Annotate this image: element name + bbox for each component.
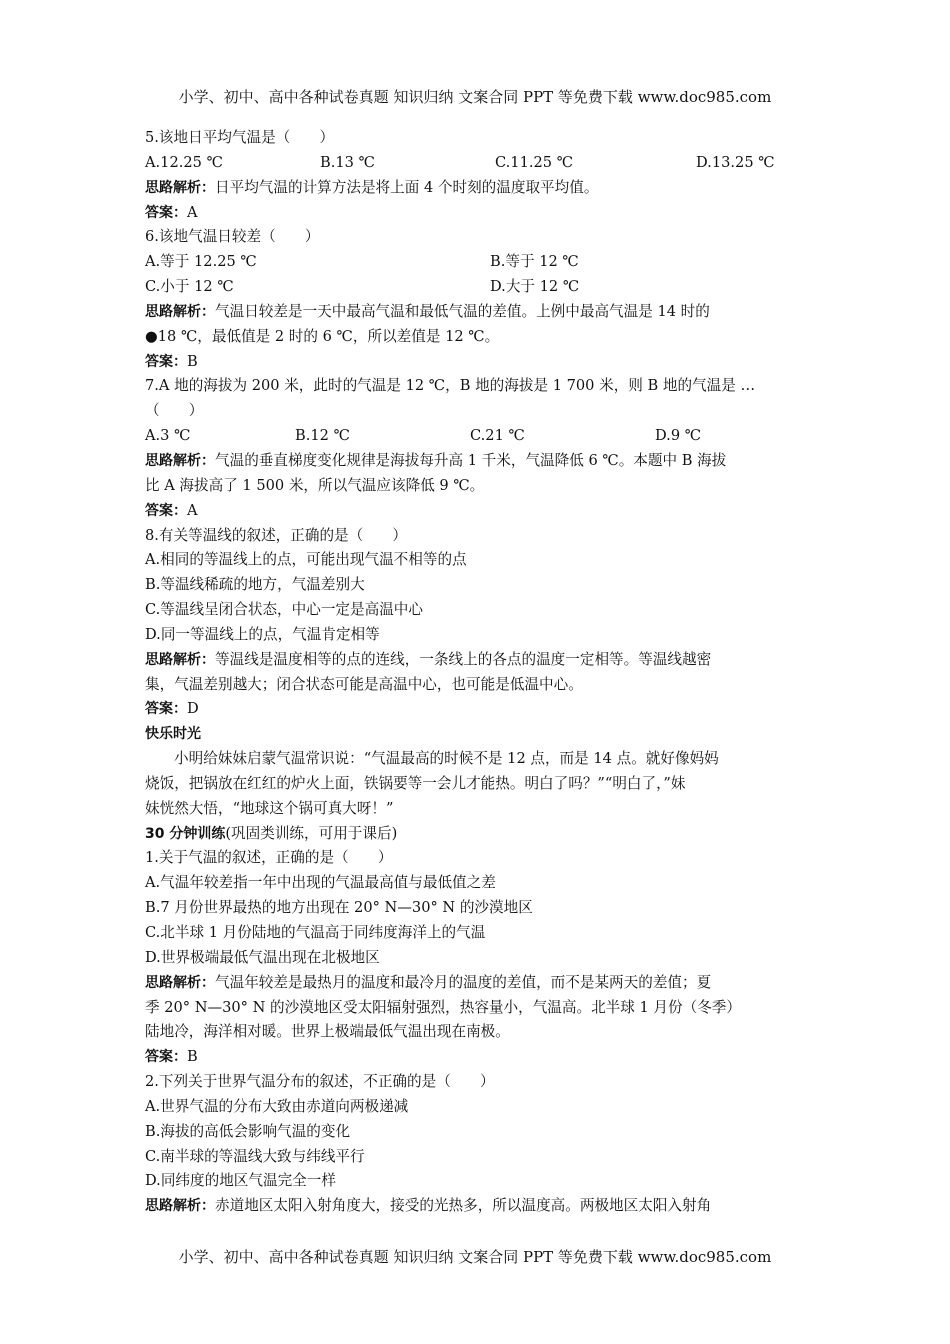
happy-time-title: 快乐时光 bbox=[145, 726, 201, 743]
q7-stem-2: （ ） bbox=[145, 402, 204, 420]
answer-label: 答案： bbox=[145, 204, 187, 221]
q5-stem: 5.该地日平均气温是（ ） bbox=[145, 129, 335, 146]
page-footer: 小学、初中、高中各种试卷真题 知识归纳 文案合同 PPT 等免费下载 www.doc985.com bbox=[178, 1248, 772, 1266]
t1-analysis bbox=[145, 971, 810, 996]
q5-option-a: A.12.25 ℃ bbox=[145, 153, 223, 171]
q8-answer bbox=[145, 697, 810, 722]
q7-option-a: A.3 ℃ bbox=[145, 427, 191, 445]
q7-answer-value: A bbox=[187, 501, 198, 519]
analysis-label: 思路解析： bbox=[145, 303, 215, 320]
q6-options-row1 bbox=[145, 250, 810, 275]
q5-option-d: D.13.25 ℃ bbox=[696, 153, 775, 171]
q7-analysis-text-2: 比 A 海拔高了 1 500 米，所以气温应该降低 9 ℃。 bbox=[145, 476, 485, 494]
q6-option-b: B.等于 12 ℃ bbox=[490, 253, 579, 271]
q6-analysis-text-2: ●18 ℃，最低值是 2 时的 6 ℃，所以差值是 12 ℃。 bbox=[145, 327, 500, 345]
t1-answer-value: B bbox=[187, 1048, 198, 1066]
q6-answer bbox=[145, 350, 810, 375]
analysis-label: 思路解析： bbox=[145, 1198, 215, 1215]
q7-options bbox=[145, 424, 810, 449]
q8-option-d: D.同一等温线上的点，气温肯定相等 bbox=[145, 625, 380, 643]
q5-answer-value: A bbox=[187, 203, 198, 221]
t2-option-b: B.海拔的高低会影响气温的变化 bbox=[145, 1122, 351, 1140]
q8-answer-value: D bbox=[187, 700, 199, 718]
t1-option-b: B.7 月份世界最热的地方出现在 20° N—30° N 的沙漠地区 bbox=[145, 899, 533, 917]
q7-option-c: C.21 ℃ bbox=[470, 427, 525, 445]
q5-answer bbox=[145, 201, 810, 226]
analysis-label: 思路解析： bbox=[145, 651, 215, 668]
q5-analysis-text: 日平均气温的计算方法是将上面 4 个时刻的温度取平均值。 bbox=[215, 178, 599, 196]
t2-analysis-text-1: 赤道地区太阳入射角度大，接受的光热多，所以温度高。两极地区太阳入射角 bbox=[215, 1197, 712, 1215]
t2-option-c: C.南半球的等温线大致与纬线平行 bbox=[145, 1147, 365, 1165]
t2-option-d: D.同纬度的地区气温完全一样 bbox=[145, 1172, 336, 1190]
t1-option-a: A.气温年较差指一年中出现的气温最高值与最低值之差 bbox=[145, 874, 496, 892]
q7-analysis bbox=[145, 449, 810, 474]
t1-analysis-text-2: 季 20° N—30° N 的沙漠地区受太阳辐射强烈，热容量小，气温高。北半球 1 月份（冬季） bbox=[145, 998, 741, 1016]
q6-option-c: C.小于 12 ℃ bbox=[145, 278, 234, 296]
t2-analysis bbox=[145, 1194, 810, 1219]
q8-analysis-text-1: 等温线是温度相等的点的连线，一条线上的各点的温度一定相等。等温线越密 bbox=[215, 650, 712, 668]
q7-answer bbox=[145, 499, 810, 524]
happy-time-paragraph-2: 烧饭，把锅放在红红的炉火上面，铁锅要等一会儿才能热。明白了吗？”“明白了，”妹 bbox=[145, 774, 686, 792]
t1-option-d: D.世界极端最低气温出现在北极地区 bbox=[145, 948, 380, 966]
analysis-label: 思路解析： bbox=[145, 452, 215, 469]
t1-option-c: C.北半球 1 月份陆地的气温高于同纬度海洋上的气温 bbox=[145, 924, 486, 941]
t1-analysis-text-3: 陆地冷，海洋相对暖。世界上极端最低气温出现在南极。 bbox=[145, 1023, 510, 1041]
q6-analysis-text-1: 气温日较差是一天中最高气温和最低气温的差值。上例中最高气温是 14 时的 bbox=[215, 302, 710, 320]
training-title: 30 分钟训练 bbox=[145, 825, 226, 842]
happy-time-paragraph-1: 小明给妹妹启蒙气温常识说：“气温最高的时候不是 12 点，而是 14 点。就好像妈妈 bbox=[174, 750, 719, 768]
t2-option-a: A.世界气温的分布大致由赤道向两极递减 bbox=[145, 1097, 409, 1115]
q7-analysis-text-1: 气温的垂直梯度变化规律是海拔每升高 1 千米，气温降低 6 ℃。本题中 B 海拔 bbox=[215, 451, 727, 469]
document-body bbox=[145, 126, 810, 1219]
q7-stem-1: 7.A 地的海拔为 200 米，此时的气温是 12 ℃，B 地的海拔是 1 700 米，则 B 地的气温是 … bbox=[145, 377, 756, 395]
q7-option-b: B.12 ℃ bbox=[295, 427, 350, 445]
answer-label: 答案： bbox=[145, 502, 187, 519]
answer-label: 答案： bbox=[145, 1049, 187, 1066]
happy-time-paragraph-3: 妹恍然大悟，“地球这个锅可真大呀！” bbox=[145, 799, 394, 817]
q6-option-a: A.等于 12.25 ℃ bbox=[145, 253, 257, 271]
t2-stem: 2.下列关于世界气温分布的叙述，不正确的是（ ） bbox=[145, 1073, 495, 1091]
training-heading bbox=[145, 822, 810, 847]
q7-option-d: D.9 ℃ bbox=[655, 427, 702, 445]
t1-stem: 1.关于气温的叙述，正确的是（ ） bbox=[145, 849, 393, 867]
t1-analysis-text-1: 气温年较差是最热月的温度和最冷月的温度的差值，而不是某两天的差值；夏 bbox=[215, 973, 712, 991]
q6-option-d: D.大于 12 ℃ bbox=[490, 278, 580, 296]
q8-analysis bbox=[145, 648, 810, 673]
q8-analysis-text-2: 集，气温差别越大；闭合状态可能是高温中心，也可能是低温中心。 bbox=[145, 675, 583, 693]
q6-answer-value: B bbox=[187, 352, 198, 370]
q8-option-a: A.相同的等温线上的点，可能出现气温不相等的点 bbox=[145, 551, 467, 569]
training-note: (巩固类训练，可用于课后) bbox=[225, 824, 398, 842]
q5-option-c: C.11.25 ℃ bbox=[495, 153, 574, 171]
answer-label: 答案： bbox=[145, 701, 187, 718]
analysis-label: 思路解析： bbox=[145, 179, 215, 196]
analysis-label: 思路解析： bbox=[145, 974, 215, 991]
t1-answer bbox=[145, 1045, 810, 1070]
q6-analysis bbox=[145, 300, 810, 325]
q6-stem: 6.该地气温日较差（ ） bbox=[145, 228, 320, 246]
q8-option-c: C.等温线呈闭合状态，中心一定是高温中心 bbox=[145, 601, 423, 619]
q8-option-b: B.等温线稀疏的地方，气温差别大 bbox=[145, 576, 365, 594]
q8-stem: 8.有关等温线的叙述，正确的是（ ） bbox=[145, 526, 408, 544]
q6-options-row2 bbox=[145, 275, 810, 300]
q5-options bbox=[145, 151, 810, 176]
q5-option-b: B.13 ℃ bbox=[320, 153, 375, 171]
page-header: 小学、初中、高中各种试卷真题 知识归纳 文案合同 PPT 等免费下载 www.doc985.com bbox=[178, 88, 772, 106]
q5-analysis bbox=[145, 176, 810, 201]
answer-label: 答案： bbox=[145, 353, 187, 370]
